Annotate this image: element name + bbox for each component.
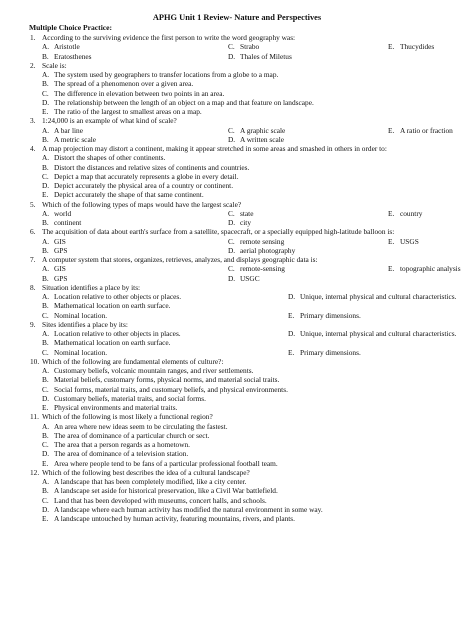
answer-option: [42, 274, 228, 283]
answer-option: [42, 79, 468, 88]
answer-options: [30, 477, 468, 523]
question-number: 12.: [30, 467, 40, 477]
answer-option: [42, 477, 468, 486]
option-text: The area of dominance of a television station.: [54, 449, 189, 459]
option-text: Depict accurately the shape of that same continent.: [54, 190, 204, 200]
answer-options: [30, 153, 468, 199]
option-letter: D.: [228, 134, 236, 144]
answer-option: [288, 329, 468, 338]
answer-option: [42, 375, 468, 384]
option-text: Nominal location.: [54, 310, 108, 320]
answer-option: [388, 42, 468, 51]
option-text: Social forms, material traits, and customary beliefs, and physical environments.: [54, 384, 288, 394]
option-letter: D.: [42, 97, 50, 107]
option-text: continent: [54, 218, 82, 227]
question-text: 1:24,000 is an example of what kind of scale?: [42, 116, 177, 126]
option-letter: A.: [42, 125, 50, 135]
option-letter: B.: [42, 338, 49, 348]
answer-option: [42, 237, 228, 246]
option-letter: B.: [42, 51, 49, 61]
question-block: [30, 255, 468, 283]
option-letter: C.: [42, 310, 49, 320]
answer-option: [288, 292, 468, 301]
option-letter: C.: [228, 264, 235, 274]
option-letter: B.: [42, 375, 49, 385]
option-text: Area where people tend to be fans of a particular professional football team.: [54, 458, 278, 468]
answer-option: [228, 135, 388, 144]
option-text: GPS: [54, 273, 68, 283]
answer-option: [42, 496, 468, 505]
question-block: [30, 33, 468, 61]
option-letter: D.: [228, 245, 236, 255]
question-stem: [30, 33, 468, 42]
section-heading: Multiple Choice Practice:: [29, 23, 113, 32]
question-number: 6.: [30, 227, 36, 237]
option-letter: C.: [228, 42, 235, 52]
option-letter: A.: [42, 329, 50, 338]
answer-option: [42, 209, 228, 218]
question-block: [30, 412, 468, 468]
option-text: city: [240, 218, 252, 227]
question-text: The acquisition of data about earth's surface from a satellite, spacecraft, or a specially equipped high-latitude balloon is:: [42, 227, 395, 237]
question-block: [30, 227, 468, 255]
option-text: remote-sensing: [240, 264, 285, 274]
option-text: An area where new ideas seem to be circulating the fastest.: [54, 421, 228, 431]
question-block: [30, 468, 468, 524]
answer-option: [228, 218, 388, 227]
option-text: Mathematical location on earth surface.: [54, 338, 171, 348]
question-text: According to the surviving evidence the first person to write the word geography was:: [42, 33, 296, 42]
answer-option: [288, 348, 468, 357]
option-letter: E.: [388, 264, 395, 274]
option-text: Location relative to other objects in places.: [54, 329, 181, 338]
answer-option: [42, 292, 288, 301]
question-list: [30, 33, 468, 523]
option-text: A ratio or fraction: [400, 125, 453, 135]
answer-option: [42, 329, 288, 338]
option-text: country: [400, 208, 423, 218]
answer-option: [388, 126, 468, 135]
answer-options: [30, 126, 468, 145]
option-text: A landscape that has been completely modified, like a city center.: [54, 477, 247, 486]
question-number: 7.: [30, 255, 36, 264]
option-letter: B.: [42, 301, 49, 311]
option-text: A landscape untouched by human activity, featuring mountains, rivers, and plants.: [54, 514, 295, 523]
option-letter: C.: [42, 171, 49, 181]
option-letter: C.: [42, 88, 49, 98]
option-letter: C.: [42, 384, 49, 394]
answer-option: [42, 301, 288, 310]
option-letter: A.: [42, 477, 50, 486]
question-stem: [30, 227, 468, 236]
option-letter: E.: [388, 42, 395, 52]
option-letter: E.: [42, 190, 49, 200]
option-letter: E.: [388, 125, 395, 135]
option-letter: D.: [288, 329, 296, 338]
question-stem: [30, 412, 468, 421]
answer-option: [42, 403, 468, 412]
answer-options: [30, 292, 468, 320]
answer-option: [42, 89, 468, 98]
question-text: Which of the following types of maps would have the largest scale?: [42, 199, 242, 209]
answer-option: [42, 70, 468, 79]
option-text: USGC: [240, 273, 260, 283]
option-text: Depict accurately the physical area of a country or continent.: [54, 181, 234, 190]
answer-option: [42, 218, 228, 227]
option-letter: E.: [42, 514, 49, 523]
option-letter: B.: [42, 162, 49, 172]
option-letter: C.: [42, 347, 49, 357]
question-block: [30, 357, 468, 413]
option-letter: B.: [42, 79, 49, 89]
answer-options: [30, 209, 468, 228]
option-text: Land that has been developed with museums, concert halls, and schools.: [54, 495, 267, 505]
option-letter: A.: [42, 70, 50, 79]
answer-option: [42, 172, 468, 181]
question-text: Scale is:: [42, 60, 67, 70]
question-number: 4.: [30, 144, 36, 153]
question-stem: [30, 320, 468, 329]
answer-option: [228, 126, 388, 135]
answer-option: [42, 514, 468, 523]
option-text: Unique, internal physical and cultural characteristics.: [300, 329, 457, 338]
question-stem: [30, 255, 468, 264]
option-text: A written scale: [240, 134, 285, 144]
answer-option: [42, 385, 468, 394]
question-text: Which of the following is most likely a functional region?: [42, 412, 213, 422]
option-text: Depict a map that accurately represents a globe in every detail.: [54, 171, 239, 181]
option-letter: E.: [388, 236, 395, 246]
answer-option: [42, 486, 468, 495]
answer-option: [42, 264, 228, 273]
option-letter: C.: [42, 495, 49, 505]
answer-option: [42, 394, 468, 403]
answer-option: [42, 126, 228, 135]
option-spacer: [288, 301, 468, 310]
option-text: The area that a person regards as a hometown.: [54, 440, 191, 449]
question-block: [30, 320, 468, 357]
question-block: [30, 116, 468, 144]
option-spacer: [288, 338, 468, 347]
answer-option: [42, 505, 468, 514]
option-letter: B.: [42, 430, 49, 440]
option-text: USGS: [400, 236, 419, 246]
option-text: Customary beliefs, material traits, and social forms.: [54, 393, 206, 403]
answer-option: [42, 338, 288, 347]
option-text: The difference in elevation between two points in an area.: [54, 88, 225, 98]
question-stem: [30, 357, 468, 366]
option-letter: C.: [42, 440, 49, 449]
question-stem: [30, 283, 468, 292]
option-text: topographic analysis: [400, 264, 461, 274]
option-text: Nominal location.: [54, 347, 108, 357]
answer-option: [42, 135, 228, 144]
answer-options: [30, 264, 468, 283]
answer-option: [388, 209, 468, 218]
answer-options: [30, 70, 468, 116]
option-letter: A.: [42, 153, 50, 163]
option-text: Customary beliefs, volcanic mountain ranges, and river settlements.: [54, 366, 254, 375]
option-text: The relationship between the length of an object on a map and that feature on landscape.: [54, 97, 314, 107]
option-letter: C.: [228, 208, 235, 218]
answer-option: [42, 181, 468, 190]
question-text: Sites identifies a place by its:: [42, 319, 128, 329]
option-letter: E.: [288, 347, 295, 357]
option-letter: E.: [42, 458, 49, 468]
option-text: GIS: [54, 236, 66, 246]
question-block: [30, 283, 468, 320]
question-text: A computer system that stores, organizes, retrieves, analyzes, and displays geographic data is:: [42, 255, 318, 264]
question-text: A map projection may distort a continent, making it appear stretched in some areas and smashed in others in order to:: [42, 144, 387, 153]
option-text: The area of dominance of a particular church or sect.: [54, 430, 210, 440]
option-text: The ratio of the largest to smallest areas on a map.: [54, 107, 202, 116]
answer-option: [42, 348, 288, 357]
option-letter: A.: [42, 421, 50, 431]
answer-option: [42, 107, 468, 116]
option-text: Mathematical location on earth surface.: [54, 301, 171, 311]
answer-option: [228, 274, 388, 283]
option-text: A metric scale: [54, 134, 97, 144]
question-text: Which of the following are fundamental elements of culture?:: [42, 356, 224, 366]
answer-option: [42, 449, 468, 458]
option-letter: E.: [42, 403, 49, 412]
answer-options: [30, 329, 468, 357]
option-text: remote sensing: [240, 236, 285, 246]
option-text: Physical environments and material traits.: [54, 403, 178, 412]
option-letter: D.: [228, 51, 236, 61]
question-number: 10.: [30, 356, 40, 366]
option-text: Primary dimensions.: [300, 347, 361, 357]
question-text: Situation identifies a place by its:: [42, 282, 141, 292]
option-letter: B.: [42, 134, 49, 144]
question-number: 5.: [30, 199, 36, 209]
option-letter: B.: [42, 218, 49, 227]
answer-option: [42, 42, 228, 51]
question-text: Which of the following best describes the idea of a cultural landscape?: [42, 467, 250, 477]
option-letter: B.: [42, 245, 49, 255]
answer-options: [30, 422, 468, 468]
option-letter: A.: [42, 42, 50, 52]
option-letter: B.: [42, 486, 49, 496]
option-letter: C.: [228, 236, 235, 246]
answer-option: [42, 153, 468, 162]
option-letter: D.: [228, 218, 236, 227]
page-title: APHG Unit 1 Review- Nature and Perspectives: [152, 13, 322, 22]
option-text: A landscape set aside for historical preservation, like a Civil War battlefield.: [54, 486, 278, 496]
question-number: 1.: [30, 33, 36, 42]
option-text: Primary dimensions.: [300, 310, 361, 320]
option-text: Location relative to other objects or places.: [54, 292, 182, 301]
answer-option: [228, 52, 388, 61]
answer-options: [30, 366, 468, 412]
option-text: Material beliefs, customary forms, physical norms, and material social traits.: [54, 375, 280, 385]
option-text: world: [54, 208, 72, 218]
answer-option: [42, 190, 468, 199]
option-text: Distort the distances and relative sizes of continents and countries.: [54, 162, 250, 172]
answer-option: [228, 42, 388, 51]
option-letter: B.: [42, 273, 49, 283]
option-text: Unique, internal physical and cultural characteristics.: [300, 292, 457, 301]
option-text: A graphic scale: [240, 125, 286, 135]
question-stem: [30, 116, 468, 125]
answer-option: [228, 209, 388, 218]
option-letter: A.: [42, 292, 50, 301]
question-number: 8.: [30, 282, 36, 292]
answer-option: [42, 422, 468, 431]
option-letter: A.: [42, 264, 50, 274]
option-text: GPS: [54, 245, 68, 255]
question-block: [30, 61, 468, 117]
question-stem: [30, 200, 468, 209]
option-text: The system used by geographers to transfer locations from a globe to a map.: [54, 70, 279, 79]
answer-option: [42, 98, 468, 107]
option-letter: E.: [288, 310, 295, 320]
question-block: [30, 200, 468, 228]
question-number: 3.: [30, 116, 36, 126]
answer-option: [42, 459, 468, 468]
option-letter: A.: [42, 366, 50, 375]
option-text: Strabo: [240, 42, 260, 52]
answer-option: [42, 440, 468, 449]
answer-option: [388, 264, 468, 273]
question-stem: [30, 468, 468, 477]
answer-options: [30, 42, 468, 61]
option-text: Thucydides: [400, 42, 435, 52]
answer-option: [42, 52, 228, 61]
option-text: GIS: [54, 264, 66, 274]
option-letter: D.: [42, 181, 50, 190]
answer-option: [42, 163, 468, 172]
option-letter: C.: [228, 125, 235, 135]
answer-option: [42, 431, 468, 440]
question-stem: [30, 61, 468, 70]
question-number: 9.: [30, 319, 36, 329]
option-letter: D.: [42, 449, 50, 459]
option-text: Thales of Miletus: [240, 51, 292, 61]
option-text: Aristotle: [54, 42, 80, 52]
option-letter: D.: [42, 504, 50, 514]
option-letter: D.: [42, 393, 50, 403]
option-text: A landscape where each human activity has modified the natural environment in some way.: [54, 504, 323, 514]
option-letter: D.: [288, 292, 296, 301]
answer-options: [30, 237, 468, 256]
answer-option: [42, 311, 288, 320]
answer-option: [42, 366, 468, 375]
option-text: state: [240, 208, 254, 218]
answer-option: [228, 246, 388, 255]
option-letter: E.: [388, 208, 395, 218]
option-text: Distort the shapes of other continents.: [54, 153, 166, 163]
option-text: aerial photography: [240, 245, 296, 255]
question-stem: [30, 144, 468, 153]
answer-option: [228, 237, 388, 246]
option-letter: A.: [42, 236, 50, 246]
question-block: [30, 144, 468, 200]
option-text: Eratosthenes: [54, 51, 92, 61]
question-number: 11.: [30, 412, 39, 422]
option-text: A bar line: [54, 125, 83, 135]
answer-option: [388, 237, 468, 246]
option-letter: E.: [42, 107, 49, 116]
option-text: The spread of a phenomenon over a given area.: [54, 79, 194, 89]
question-number: 2.: [30, 60, 36, 70]
answer-option: [228, 264, 388, 273]
option-letter: A.: [42, 208, 50, 218]
answer-option: [288, 311, 468, 320]
option-letter: D.: [228, 273, 236, 283]
answer-option: [42, 246, 228, 255]
